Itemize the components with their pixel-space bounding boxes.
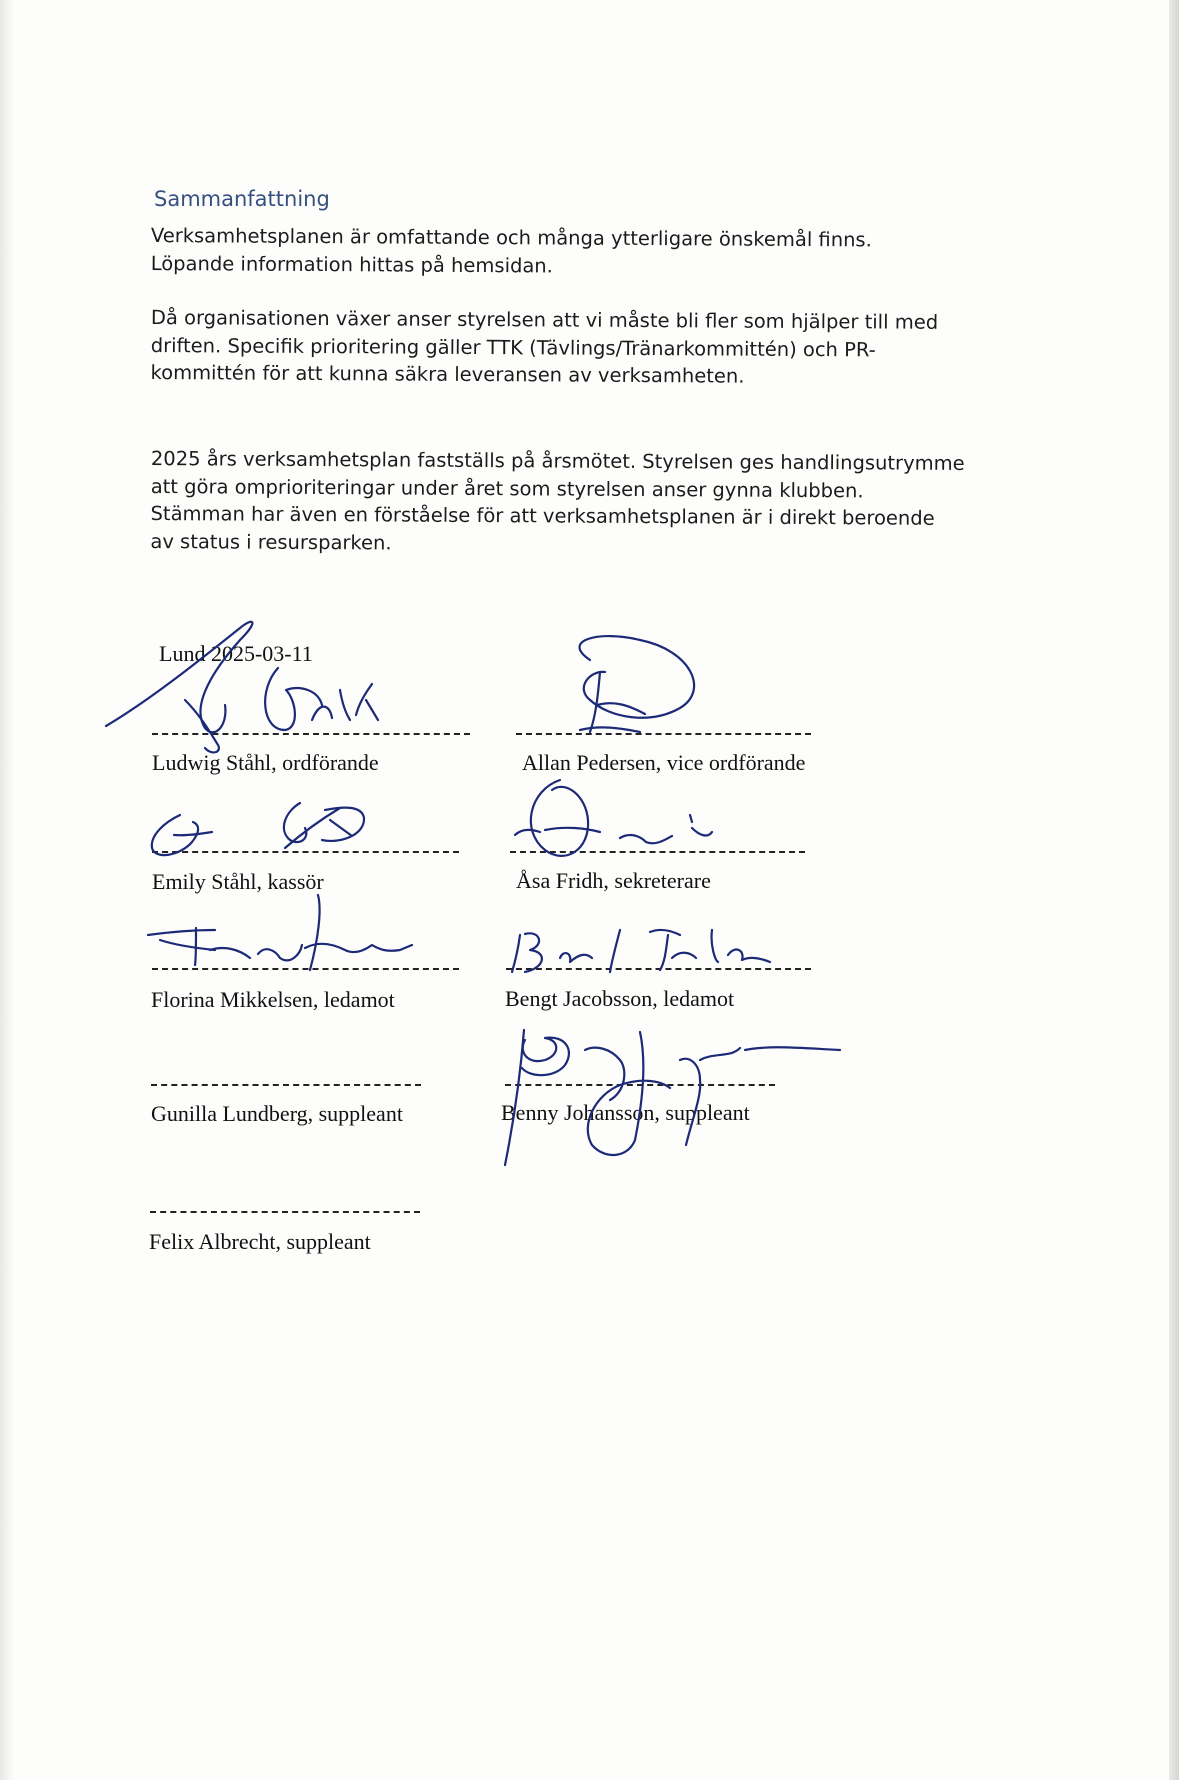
signature-benny: [505, 1030, 840, 1165]
summary-line: Stämman har även en förståelse för att verksamhetsplanen är i direkt beroende: [150, 501, 935, 530]
signatory-name: Allan Pedersen, vice ordförande: [522, 750, 806, 775]
signatory-name: Gunilla Lundberg, suppleant: [151, 1101, 403, 1126]
summary-line: Då organisationen växer anser styrelsen att vi måste bli fler som hjälper till med: [150, 305, 939, 334]
summary-line: kommittén för att kunna säkra leveransen av verksamheten.: [150, 360, 745, 388]
signatory-name: Florina Mikkelsen, ledamot: [151, 987, 395, 1012]
summary-line: Verksamhetsplanen är omfattande och många ytterligare önskemål finns.: [150, 223, 872, 252]
signatory-name: Åsa Fridh, sekreterare: [516, 868, 711, 893]
signature-asa: [515, 780, 712, 856]
summary-line: att göra omprioriteringar under året som styrelsen anser gynna klubben.: [150, 474, 864, 502]
signatory-name: Ludwig Ståhl, ordförande: [152, 750, 379, 775]
signatory-name: Benny Johansson, suppleant: [501, 1100, 750, 1125]
summary-heading: Sammanfattning: [154, 187, 330, 211]
summary-line: Löpande information hittas på hemsidan.: [150, 251, 553, 277]
place-date: Lund 2025-03-11: [159, 641, 313, 666]
signature-ludwig: [106, 622, 378, 753]
signature-bengt: [512, 930, 770, 972]
summary-line: av status i resursparken.: [150, 529, 392, 554]
signatory-name: Bengt Jacobsson, ledamot: [505, 986, 735, 1011]
summary-line: 2025 års verksamhetsplan fastställs på årsmötet. Styrelsen ges handlingsutrymme: [150, 446, 965, 475]
signature-allan: [580, 636, 695, 732]
signatory-name: Felix Albrecht, suppleant: [149, 1229, 371, 1254]
signatory-name: Emily Ståhl, kassör: [152, 869, 324, 894]
summary-line: driften. Specifik prioritering gäller TTK (Tävlings/Tränarkommittén) och PR-: [150, 333, 876, 361]
signature-florina: [148, 895, 412, 970]
signature-emily: [152, 803, 364, 855]
